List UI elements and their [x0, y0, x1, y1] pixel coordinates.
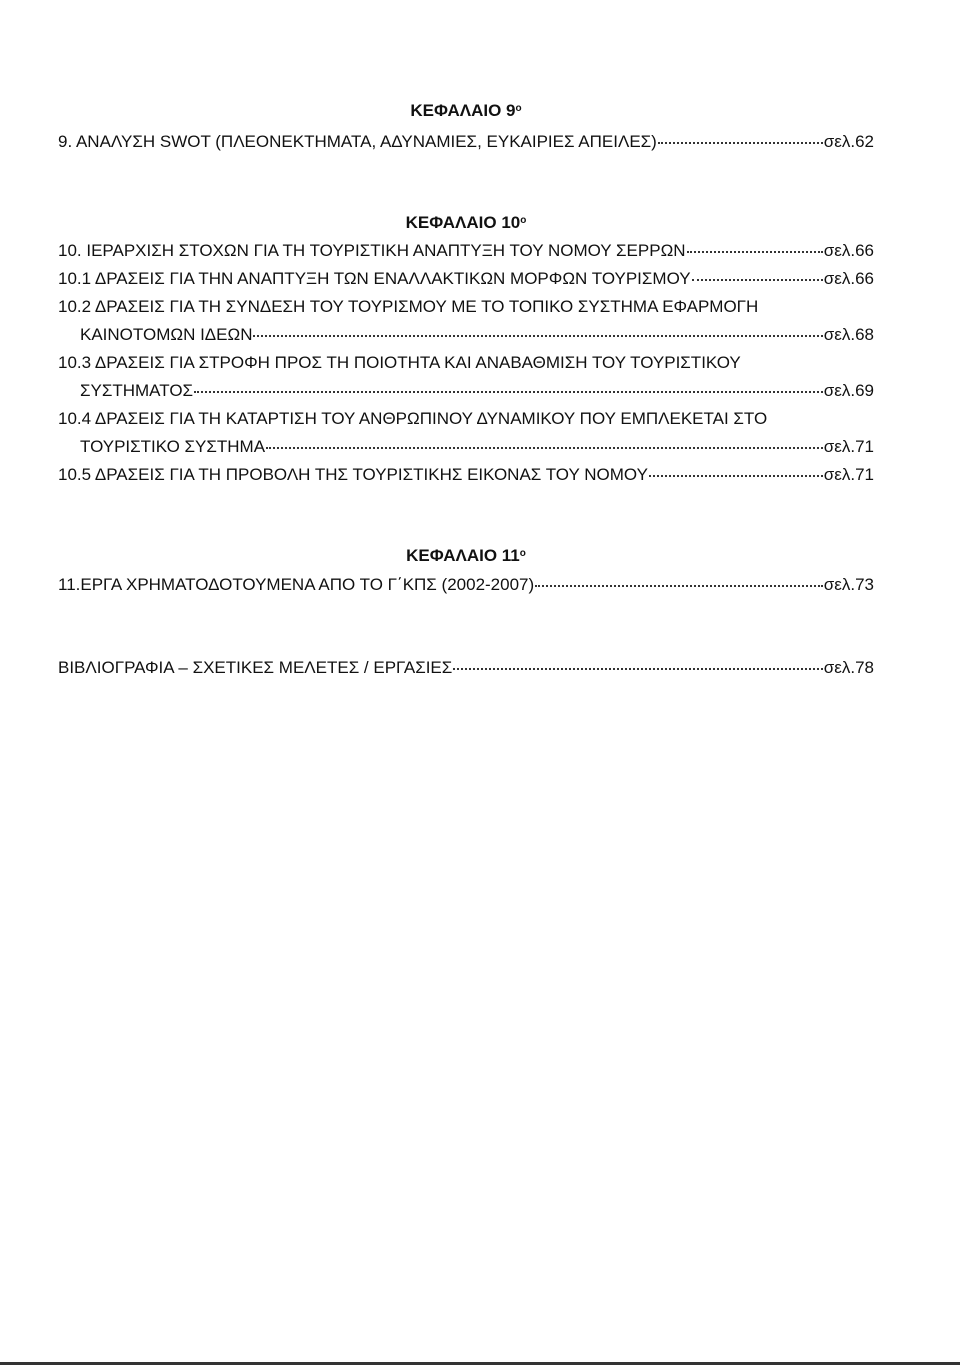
toc-entry-10-4-line2: ΤΟΥΡΙΣΤΙΚΟ ΣΥΣΤΗΜΑ σελ.71 [80, 437, 874, 456]
chapter-11-heading: ΚΕΦΑΛΑΙΟ $11^o$ [406, 546, 526, 565]
toc-entry-11: 11.ΕΡΓΑ ΧΡΗΜΑΤΟΔΟΤΟΥΜΕΝΑ ΑΠΟ ΤΟ Γ΄ΚΠΣ (2002-2007) σελ.73 [58, 575, 874, 594]
toc-entry-10: 10. ΙΕΡΑΡΧΙΣΗ ΣΤΟΧΩΝ ΓΙΑ ΤΗ ΤΟΥΡΙΣΤΙΚΗ ΑΝΑΠΤΥΞΗ ΤΟΥ ΝΟΜΟΥ ΣΕΡΡΩΝ σελ.66 [58, 241, 874, 260]
toc-entry-bibliography: ΒΙΒΛΙΟΓΡΑΦΙΑ – ΣΧΕΤΙΚΕΣ ΜΕΛΕΤΕΣ / ΕΡΓΑΣΙΕΣ σελ.78 [58, 658, 874, 677]
toc-entry-10-5: 10.5 ΔΡΑΣΕΙΣ ΓΙΑ ΤΗ ΠΡΟΒΟΛΗ ΤΗΣ ΤΟΥΡΙΣΤΙΚΗΣ ΕΙΚΟΝΑΣ ΤΟΥ ΝΟΜΟΥ σελ.71 [58, 465, 874, 484]
chapter-9-heading: ΚΕΦΑΛΑΙΟ $9^o$ [410, 101, 522, 120]
toc-entry-10-1: 10.1 ΔΡΑΣΕΙΣ ΓΙΑ ΤΗΝ ΑΝΑΠΤΥΞΗ ΤΩΝ ΕΝΑΛΛΑΚΤΙΚΩΝ ΜΟΡΦΩΝ ΤΟΥΡΙΣΜΟΥ σελ.66 [58, 269, 874, 288]
page-bottom-edge [0, 1362, 960, 1365]
toc-entry-10-3-line1: 10.3 ΔΡΑΣΕΙΣ ΓΙΑ ΣΤΡΟΦΗ ΠΡΟΣ ΤΗ ΠΟΙΟΤΗΤΑ ΚΑΙ ΑΝΑΒΑΘΜΙΣΗ ΤΟΥ ΤΟΥΡΙΣΤΙΚΟΥ [58, 353, 741, 372]
toc-entry-10-2-line1: 10.2 ΔΡΑΣΕΙΣ ΓΙΑ ΤΗ ΣΥΝΔΕΣΗ ΤΟΥ ΤΟΥΡΙΣΜΟΥ ΜΕ ΤΟ ΤΟΠΙΚΟ ΣΥΣΤΗΜΑ ΕΦΑΡΜΟΓΗ [58, 297, 759, 316]
toc-entry-10-2-line2: ΚΑΙΝΟΤΟΜΩΝ ΙΔΕΩΝ σελ.68 [80, 325, 874, 344]
chapter-10-heading: ΚΕΦΑΛΑΙΟ $10^o$ [405, 213, 527, 232]
toc-entry-10-3-line2: ΣΥΣΤΗΜΑΤΟΣ σελ.69 [80, 381, 874, 400]
toc-entry-9: 9. ΑΝΑΛΥΣΗ SWOT (ΠΛΕΟΝΕΚΤΗΜΑΤΑ, ΑΔΥΝΑΜΙΕΣ, ΕΥΚΑΙΡΙΕΣ ΑΠΕΙΛΕΣ) σελ.62 [58, 132, 874, 151]
toc-entry-10-4-line1: 10.4 ΔΡΑΣΕΙΣ ΓΙΑ ΤΗ ΚΑΤΑΡΤΙΣΗ ΤΟΥ ΑΝΘΡΩΠΙΝΟΥ ΔΥΝΑΜΙΚΟΥ ΠΟΥ ΕΜΠΛΕΚΕΤΑΙ ΣΤΟ [58, 409, 768, 428]
